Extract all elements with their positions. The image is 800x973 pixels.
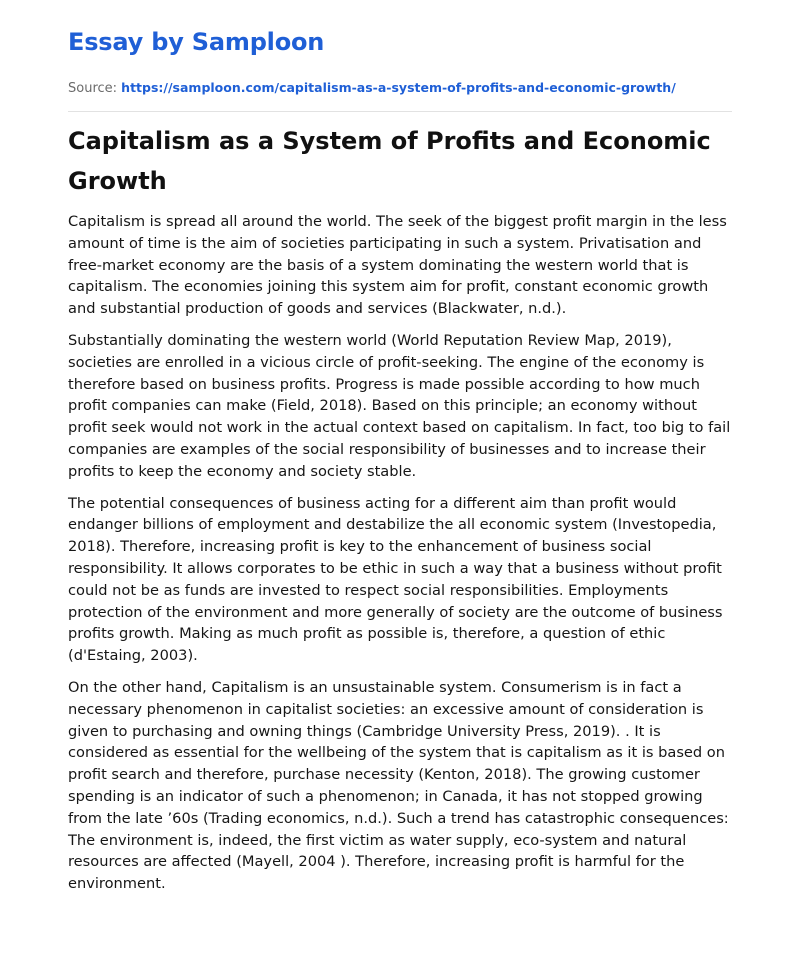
essay-paragraph: Capitalism is spread all around the world. The seek of the biggest profit margin in the less amount of time is the aim of societies participating in such a system. Privatisation and free-market economy are the basis of a system dominating the western world that is capitalism. The economies joining this system aim for profit, constant economic growth and substantial production of goods and services (Blackwater, n.d.). [68,213,727,318]
essay-paragraph: The potential consequences of business acting for a different aim than profit would endanger billions of employment and destabilize the all economic system (Investopedia, 2018). Therefore, increasing profit is key to the enhancement of business social responsibility. It allows corporates to be ethic in such a way that a business without profit could not be as funds are invested to respect social responsibilities. Employments protection of the environment and more generally of society are the outcome of business profits growth. Making as much profit as possible is, therefore, a question of ethic (d'Estaing, 2003). [68,494,723,665]
site-brand-title[interactable]: Essay by Samploon [68,28,325,56]
source-link[interactable]: https://samploon.com/capitalism-as-a-system-of-profits-and-economic-growth/ [121,80,676,95]
source-line [68,80,676,96]
essay-body [68,211,732,905]
essay-paragraph: Substantially dominating the western world (World Reputation Review Map, 2019), societies are enrolled in a vicious circle of profit-seeking. The engine of the economy is therefore based on business profits. Progress is made possible according to how much profit companies can make (Field, 2018). Based on this principle; an economy without profit seek would not work in the actual context based on capitalism. In fact, too big to fail companies are examples of the social responsibility of businesses and to increase their profits to keep the economy and society stable. [68,331,731,480]
essay-paragraph: On the other hand, Capitalism is an unsustainable system. Consumerism is in fact a necessary phenomenon in capitalist societies: an excessive amount of consideration is given to purchasing and owning things (Cambridge University Press, 2019). . It is considered as essential for the wellbeing of the system that is capitalism as it is based on profit search and therefore, purchase necessity (Kenton, 2018). The growing customer spending is an indicator of such a phenomenon; in Canada, it has not stopped growing from the late ’60s (Trading economics, n.d.). Such a trend has catastrophic consequences: The environment is, indeed, the first victim as water supply, eco-system and natural resources are affected (Mayell, 2004 ). Therefore, increasing profit is harmful for the environment. [68,678,729,893]
source-label: Source: [68,81,118,96]
header-divider [68,111,732,112]
essay-title: Capitalism as a System of Profits and Economic Growth [68,127,711,195]
